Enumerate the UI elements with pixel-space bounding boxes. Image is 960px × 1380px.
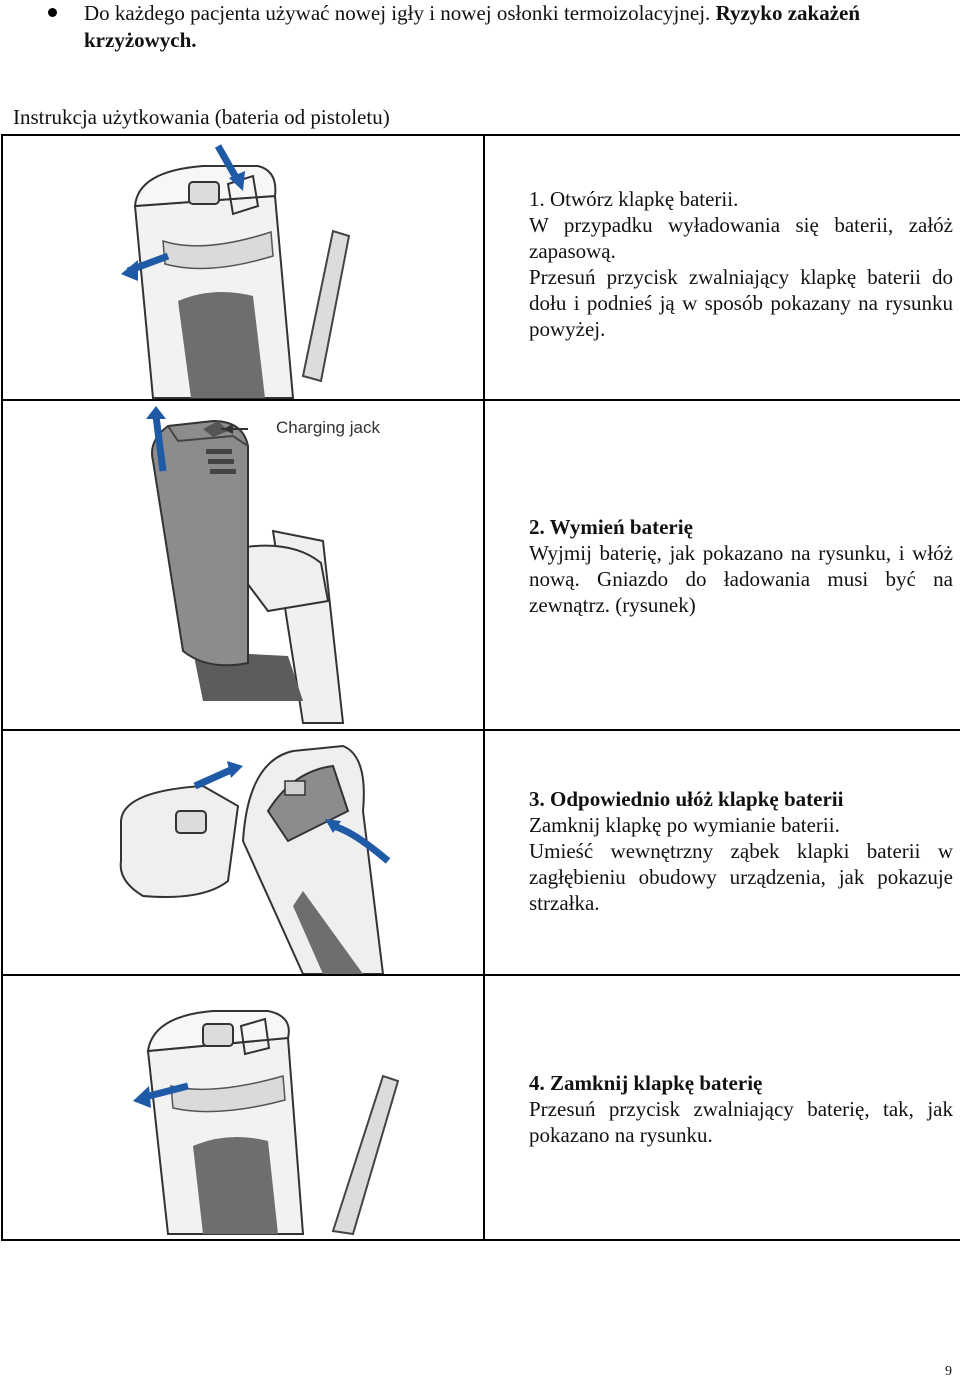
step-2-text-cell xyxy=(484,400,960,730)
step-3-image xyxy=(2,730,484,975)
instructions-heading: Instrukcja użytkowania (bateria od pistoletu) xyxy=(13,105,390,129)
step-2-text xyxy=(529,514,953,618)
charging-jack-label: Charging jack xyxy=(276,418,380,437)
step-3-paragraph-2: Umieść wewnętrzny ząbek klapki baterii w zagłębieniu obudowy urządzenia, jak pokazuje strzałka. xyxy=(529,839,953,915)
step-4-image xyxy=(2,975,484,1240)
step-4-text xyxy=(529,1070,953,1148)
latch-placement-illustration xyxy=(3,731,481,974)
device-closed-illustration xyxy=(3,976,481,1239)
step-4-title: 4. Zamknij klapkę baterię xyxy=(529,1071,763,1095)
step-row-4 xyxy=(2,975,960,1240)
step-1-text xyxy=(529,186,953,342)
step-row-1 xyxy=(2,135,960,400)
bullet-dot xyxy=(48,8,57,17)
step-1-title: 1. Otwórz klapkę baterii. xyxy=(529,187,739,211)
page-number: 9 xyxy=(945,1364,952,1379)
device-open-latch-illustration xyxy=(3,136,481,399)
step-3-title: 3. Odpowiednio ułóż klapkę baterii xyxy=(529,787,844,811)
step-2-title: 2. Wymień baterię xyxy=(529,515,693,539)
step-4-text-cell xyxy=(484,975,960,1240)
step-1-image xyxy=(2,135,484,400)
step-3-text-cell xyxy=(484,730,960,975)
step-row-3 xyxy=(2,730,960,975)
warning-normal: Do każdego pacjenta używać nowej igły i nowej osłonki termoizolacyjnej. xyxy=(84,1,716,25)
step-3-paragraph-1: Zamknij klapkę po wymianie baterii. xyxy=(529,813,840,837)
step-row-2 xyxy=(2,400,960,730)
step-4-paragraph-1: Przesuń przycisk zwalniający baterię, tak, jak pokazano na rysunku. xyxy=(529,1097,953,1147)
step-1-text-cell xyxy=(484,135,960,400)
battery-removal-illustration xyxy=(3,401,481,729)
step-3-text xyxy=(529,786,953,916)
step-2-image xyxy=(2,400,484,730)
warning-text xyxy=(84,0,954,54)
warning-bold: Ryzyko zakażeń krzyżowych. xyxy=(84,1,861,52)
step-1-paragraph-1: W przypadku wyładowania się baterii, załóż zapasową. xyxy=(529,213,953,263)
steps-table xyxy=(1,134,960,1241)
step-2-paragraph-1: Wyjmij baterię, jak pokazano na rysunku, i włóż nową. Gniazdo do ładowania musi być na zewnątrz. (rysunek) xyxy=(529,541,953,617)
step-1-paragraph-2: Przesuń przycisk zwalniający klapkę baterii do dołu i podnieś ją w sposób pokazany na rysunku powyżej. xyxy=(529,265,953,341)
